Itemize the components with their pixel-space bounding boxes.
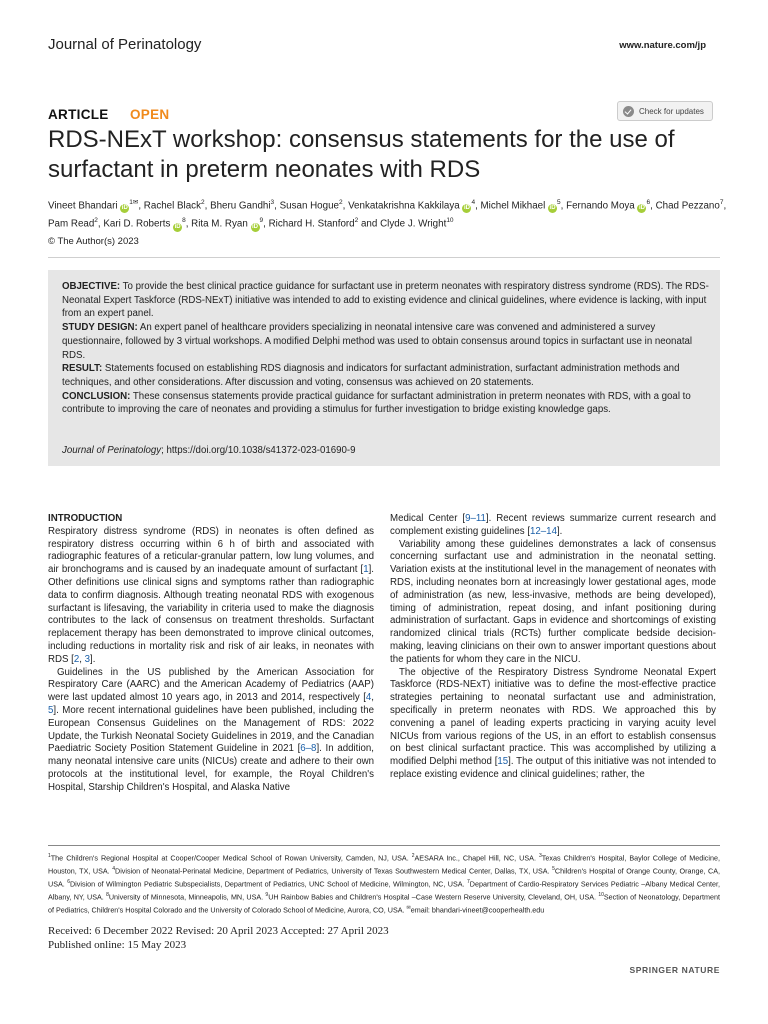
affiliation-marker: 10 xyxy=(446,217,454,225)
reference-link[interactable]: 2 xyxy=(73,653,80,665)
affiliation-marker: 2 xyxy=(354,217,359,225)
footnote-marker: 9 xyxy=(265,891,269,898)
reference-link[interactable]: 5 xyxy=(48,704,54,716)
footnote-text: Department of Cardio-Respiratory Services Pediatric –Albany Medical Center, Albany, NY, USA. xyxy=(48,879,720,902)
affiliation-marker: 3 xyxy=(270,199,275,206)
author-list: Vineet Bhandari $iD^{1✉}$, Rachel Black$^2$, Bheru Gandhi$^3$, Susan Hogue$^2$, Venkatakrishna Kakkilaya $iD^4$, Michel Mikhael $iD^5$, Fernando Moya $iD^6$, Chad Pezzano$^7$, Pam Read$^2$, Kari D. Roberts $iD^8$, Rita M. Ryan $iD^9$, Richard H. Stanford$^2$ and Clyde J. Wright$^{10}$ xyxy=(48,199,727,230)
section-heading-introduction: INTRODUCTION xyxy=(48,513,123,524)
affiliation-marker: 1✉ xyxy=(129,199,139,206)
footnote-marker: 2 xyxy=(411,853,415,859)
author-name[interactable]: Bheru Gandhi xyxy=(210,200,271,212)
study-design-text: An expert panel of healthcare providers specializing in neonatal intensive care was convened and administered a survey questionnaire, followed by 3 virtual workshops. A modified Delphi method was used to obtain consensus around topics in surfactant use in neonatal RDS. xyxy=(62,322,693,361)
paragraph: Medical Center [9–11]. Recent reviews summarize current research and complement existing guidelines [12–14]. xyxy=(390,513,716,537)
left-column xyxy=(48,513,374,795)
footnote-marker: 3 xyxy=(539,853,542,859)
citation xyxy=(62,445,356,456)
published-date: Published online: 15 May 2023 xyxy=(48,938,187,951)
affiliation-marker: 7 xyxy=(719,199,724,206)
footnote-divider xyxy=(48,845,720,846)
publisher-logo: SPRINGER NATURE xyxy=(629,965,720,975)
footnote-text: AESARA Inc., Chapel Hill, NC, USA. xyxy=(414,853,539,863)
conclusion-label: CONCLUSION: xyxy=(62,390,131,402)
check-updates-icon xyxy=(623,106,634,117)
author-name[interactable]: Fernando Moya xyxy=(566,200,635,212)
objective-label: OBJECTIVE: xyxy=(62,281,121,292)
journal-name: Journal of Perinatology xyxy=(48,36,202,53)
footnote-text: Children's Hospital of Orange County, Orange, CA, USA. xyxy=(48,866,720,889)
study-design-label: STUDY DESIGN: xyxy=(62,322,138,334)
author-name[interactable]: Rachel Black xyxy=(143,200,201,212)
author-name[interactable]: Vineet Bhandari xyxy=(48,200,118,212)
affiliation-marker: 9 xyxy=(259,217,264,225)
reference-link[interactable]: 15 xyxy=(497,756,509,768)
divider xyxy=(48,257,720,258)
article-dates xyxy=(48,925,389,952)
orcid-icon[interactable]: iD xyxy=(463,205,470,212)
author-name[interactable]: Richard H. Stanford xyxy=(268,218,355,230)
reference-link[interactable]: 9–11 xyxy=(465,513,486,524)
footnote-marker: 10 xyxy=(598,891,604,898)
right-column xyxy=(390,513,716,782)
footnote-text: Division of Wilmington Pediatric Subspecialists, Department of Pediatrics, UNC School of Medicine, Wilmington, NC, USA. xyxy=(69,879,467,889)
journal-url-link[interactable]: www.nature.com/jp xyxy=(619,40,706,51)
orcid-icon[interactable]: iD xyxy=(638,205,645,212)
orcid-icon[interactable]: iD xyxy=(252,223,259,230)
open-access-label: OPEN xyxy=(130,107,170,122)
author-name[interactable]: Kari D. Roberts xyxy=(103,218,171,230)
affiliation-marker: 6 xyxy=(646,199,651,206)
footnote-marker: ✉ xyxy=(406,904,411,911)
author-name[interactable]: Michel Mikhael xyxy=(480,200,546,212)
affiliation-marker: 2 xyxy=(94,217,98,225)
reference-link[interactable]: 12–14 xyxy=(530,525,557,537)
objective-text: To provide the best clinical practice guidance for surfactant use in preterm neonates with respiratory distress syndrome (RDS). The RDS-Neonatal Expert Taskforce (RDS-NExT) initiative was intended to add to existing evidence and clinical guidelines, where evidence is lacking, with input from an expert panel. xyxy=(62,281,709,320)
author-name[interactable]: Susan Hogue xyxy=(279,200,339,212)
copyright-line: © The Author(s) 2023 xyxy=(48,236,139,247)
footnote-marker: 4 xyxy=(112,865,115,872)
paragraph: Respiratory distress syndrome (RDS) in neonates is often defined as respiratory distress occurring within 6 h of birth and associated with radiographic features of a reticular-granular pattern, low lung volumes, and air bronchograms and is caused by an inadequate amount of surfactant [1]. Other definitions use clinical signs and symptoms rather than radiographic data to confirm diagnosis. Although treating neonatal RDS with exogenous surfactant is lifesaving, the variability in criteria used to make the diagnosis contributes to the lack of consensus on treatment thresholds. Surfactant replacement therapy has been demonstrated to improve clinical outcomes, including reductions in mortality risk and risk of air leaks, in neonates with RDS [2, 3]. xyxy=(48,525,374,665)
received-dates: Received: 6 December 2022 Revised: 20 April 2023 Accepted: 27 April 2023 xyxy=(48,925,389,937)
footnote-marker: 7 xyxy=(466,878,470,885)
affiliation-marker: 2 xyxy=(338,199,343,206)
footnote-text: Texas Children's Hospital, Baylor College of Medicine, Houston, TX, USA. xyxy=(48,853,720,876)
footnote-marker: 6 xyxy=(67,878,70,885)
affiliation-marker: 5 xyxy=(557,199,561,206)
paragraph: Variability among these guidelines demonstrates a lack of consensus concerning surfactant use and administration in the neonatal setting. Variation exists at the institutional level in the management of neonates with RDS, including neonates born at increasingly lower gestational ages, mode of administration (as new, less-invasive, methods are being developed), timing of administration, repeat dosing, and infant positioning during administration of surfactant. Gaps in evidence and shortcomings of existing randomized clinical trials (RCTs) further complicate bedside decision-making, leaving clinicians on their own to answer important questions about the patients for whom they care in the NICU. xyxy=(390,538,716,665)
orcid-icon[interactable]: iD xyxy=(174,223,181,230)
orcid-icon[interactable]: iD xyxy=(121,205,128,212)
footnote-text: UH Rainbow Babies and Children's Hospital –Case Western Reserve University, Cleveland, OH, USA. xyxy=(268,892,599,902)
check-updates-label: Check for updates xyxy=(639,106,704,116)
affiliation-marker: 8 xyxy=(182,217,186,225)
abstract-text xyxy=(62,280,710,417)
reference-link[interactable]: 3 xyxy=(84,653,91,665)
author-name[interactable]: Clyde J. Wright xyxy=(380,218,447,230)
citation-doi[interactable]: ; https://doi.org/10.1038/s41372-023-01690-9 xyxy=(161,445,356,456)
conclusion-text: These consensus statements provide practical guidance for surfactant administration in preterm neonates with RDS, with a goal to contribute to improving the care of neonates and providing a stimulus for further investigation to bridge existing knowledge gaps. xyxy=(62,390,691,416)
article-type-label: ARTICLE xyxy=(48,107,109,122)
footnote-text: Division of Neonatal-Perinatal Medicine, Department of Pediatrics, University of Texas Southwestern Medical Center, Dallas, TX, USA. xyxy=(115,866,553,876)
affiliation-marker: 2 xyxy=(200,199,205,206)
author-name[interactable]: Chad Pezzano xyxy=(655,200,720,212)
footnote-text: The Children's Regional Hospital at Cooper/Cooper Medical School of Rowan University, Camden, NJ, USA. xyxy=(50,853,412,863)
footnote-marker: 1 xyxy=(48,853,51,859)
result-text: Statements focused on establishing RDS diagnosis and indicators for surfactant administration, surfactant administration methods and techniques, and other considerations. After discussion and voting, consensus was achieved on 20 statements. xyxy=(62,363,680,388)
result-label: RESULT: xyxy=(62,363,103,375)
footnote-text: University of Minnesota, Minneapolis, MN, USA. xyxy=(108,892,266,902)
author-name[interactable]: Rita M. Ryan xyxy=(191,218,248,230)
paragraph: Guidelines in the US published by the American Association for Respiratory Care (AARC) and the American Academy of Pediatrics (AAP) were last updated almost 10 years ago, in 2013 and 2014, respectively [4, 5]. More recent international guidelines have been published, including the European Consensus Guidelines on the Management of RDS: 2022 Update, the Turkish Neonatal Society Guidelines in 2019, and the Canadian Paediatric Society Position Statement Guideline in 2021 [6–8]. In addition, many neonatal intensive care units (NICUs) create and adhere to their own protocols at the institutional level, for example, the Royal Children's Hospital, Starship Children's Hospital, and Alaska Native xyxy=(48,666,374,793)
paragraph: The objective of the Respiratory Distress Syndrome Neonatal Expert Taskforce (RDS-NExT) initiative was to define the most-effective practice strategies pertaining to neonatal surfactant use and administration, specifically in preterm neonates with RDS. We approached this by convening a panel of leading experts practicing in varying acuity level NICUs from various regions of the US, in an effort to establish consensus on best clinical surfactant practice. This was accomplished by utilizing a modified Delphi method [15]. The output of this initiative was not intended to replace existing evidence and clinical guidelines; rather, the xyxy=(390,666,716,780)
reference-link[interactable]: 4 xyxy=(365,692,372,704)
footnote-marker: 8 xyxy=(106,891,109,898)
article-title: RDS-NExT workshop: consensus statements for the use of surfactant in preterm neonates with RDS xyxy=(48,126,675,183)
affiliation-footnotes xyxy=(48,851,720,916)
reference-link[interactable]: 1 xyxy=(363,564,369,576)
author-name[interactable]: Pam Read xyxy=(48,218,95,230)
affiliation-marker: 4 xyxy=(471,199,476,206)
footnote-marker: 5 xyxy=(552,865,555,872)
author-name[interactable]: Venkatakrishna Kakkilaya xyxy=(348,200,460,212)
citation-journal: Journal of Perinatology xyxy=(62,445,162,456)
footnote-text: email: bhandari-vineet@cooperhealth.edu xyxy=(410,905,545,915)
orcid-icon[interactable]: iD xyxy=(549,205,556,212)
reference-link[interactable]: 6–8 xyxy=(300,743,317,755)
check-for-updates-button[interactable] xyxy=(617,101,713,121)
footnote-text: Section of Neonatology, Department of Pediatrics, Children's Hospital Colorado and the University of Colorado School of Medicine, Aurora, CO, USA. xyxy=(48,892,720,915)
